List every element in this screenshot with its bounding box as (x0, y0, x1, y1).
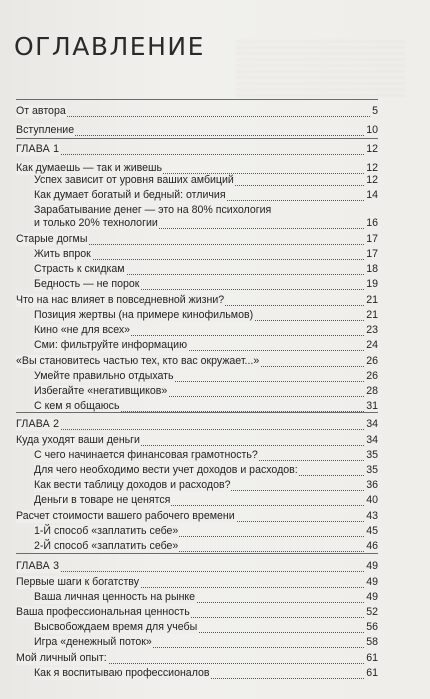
toc-entry-title: ГЛАВА 2 (16, 418, 60, 430)
toc-page-number: 43 (366, 510, 378, 522)
toc-page-number: 31 (366, 400, 378, 412)
toc-entry-title: Старые догмы (16, 233, 88, 245)
toc-entry-title: От автора (16, 105, 66, 117)
toc-page-number: 49 (366, 591, 378, 603)
toc-entry-title: Избегайте «негативщиков» (34, 385, 168, 397)
toc-entry-title: и только 20% технологии (34, 217, 158, 229)
toc-page-number: 45 (366, 525, 378, 537)
toc-page-number: 26 (366, 370, 378, 382)
toc-entry-title: Деньги в товаре не ценятся (34, 494, 171, 506)
toc-page-number: 35 (366, 449, 378, 461)
toc-entry-title: Как думает богатый и бедный: отличия (34, 189, 226, 201)
toc-entry-title: Как думаешь — так и живешь (16, 162, 163, 174)
toc-entry-title: «Вы становитесь частью тех, кто вас окружает...» (16, 355, 260, 367)
toc-page-number: 21 (366, 309, 378, 321)
toc-entry-title: Страсть к скидкам (34, 263, 125, 275)
toc-entry-title: Успех зависит от уровня ваших амбиций (34, 174, 234, 186)
toc-page-number: 12 (366, 143, 378, 155)
toc-entry-title: Жить впрок (34, 248, 91, 260)
rule-top (16, 99, 378, 100)
toc-page-number: 46 (366, 540, 378, 552)
show-through-text (236, 40, 406, 100)
toc-page-number: 52 (366, 606, 378, 618)
toc-page-number: 21 (366, 294, 378, 306)
toc-entry-title: Ваша личная ценность на рынке (34, 591, 196, 603)
rule-chapter-1 (16, 138, 378, 139)
toc-page-number: 34 (366, 434, 378, 446)
toc-entry-title: Для чего необходимо вести учет доходов и расходов: (34, 464, 298, 476)
toc-page-number: 17 (366, 233, 378, 245)
toc-entry-title: Что на нас влияет в повседневной жизни? (16, 294, 225, 306)
toc-page-number: 24 (366, 339, 378, 351)
toc-entry-title: ГЛАВА 3 (16, 560, 60, 572)
toc-page-number: 34 (366, 418, 378, 430)
toc-page-number: 12 (366, 162, 378, 174)
toc-entry-title: Первые шаги к богатству (16, 576, 139, 588)
toc-entry-title: Сми: фильтруйте информацию (34, 339, 188, 351)
toc-page-number: 12 (366, 174, 378, 186)
toc-page-number: 26 (366, 355, 378, 367)
dot-leader (16, 427, 378, 430)
toc-page-number: 10 (366, 124, 378, 136)
toc-entry-title: Зарабатывание денег — это на 80% психология (34, 204, 272, 216)
toc-page-number: 17 (366, 248, 378, 260)
toc-entry-title: Кино «не для всех» (34, 324, 131, 336)
toc-entry-title: Мой личный опыт: (16, 652, 107, 664)
toc-page-number: 18 (366, 263, 378, 275)
dot-leader (16, 569, 378, 572)
toc-page-number: 61 (366, 667, 378, 679)
toc-entry-title: Вступление (16, 124, 75, 136)
toc-entry-title: 2-Й способ «заплатить себе» (34, 540, 179, 552)
page-title: ОГЛАВЛЕНИЕ (14, 32, 205, 61)
toc-page-number: 58 (366, 636, 378, 648)
dot-leader (16, 152, 378, 155)
toc-page-number: 35 (366, 464, 378, 476)
toc-page-number: 28 (366, 385, 378, 397)
toc-entry-title: Расчет стоимости вашего рабочего времени (16, 510, 235, 522)
toc-entry-title: 1-Й способ «заплатить себе» (34, 525, 179, 537)
toc-page-number: 40 (366, 494, 378, 506)
toc-page-number: 14 (366, 189, 378, 201)
toc-entry-title: С чего начинается финансовая грамотность? (34, 449, 258, 461)
toc-page-number: 49 (366, 576, 378, 588)
rule-chapter-3 (16, 553, 378, 554)
toc-entry-title: Куда уходят ваши деньги (16, 434, 140, 446)
toc-page-number: 49 (366, 560, 378, 572)
toc-page-number: 5 (372, 105, 378, 117)
toc-entry-title: Умейте правильно отдыхать (34, 370, 174, 382)
toc-page-number: 36 (366, 479, 378, 491)
toc-entry-title: Игра «денежный поток» (34, 636, 152, 648)
toc-entry-title: Бедность — не порок (34, 278, 140, 290)
toc-entry-title: Ваша профессиональная ценность (16, 606, 190, 618)
toc-entry-title: С кем я общаюсь (34, 400, 120, 412)
toc-entry-title: Позиция жертвы (на примере кинофильмов) (34, 309, 254, 321)
rule-chapter-2 (16, 412, 378, 413)
toc-entry-title: Как вести таблицу доходов и расходов? (34, 479, 231, 491)
toc-page-number: 19 (366, 278, 378, 290)
dot-leader (16, 114, 378, 117)
toc-page-number: 61 (366, 652, 378, 664)
toc-entry-title: Высвобождаем время для учебы (34, 621, 198, 633)
toc-page-number: 23 (366, 324, 378, 336)
toc-entry-title: ГЛАВА 1 (16, 143, 60, 155)
toc-entry-title: Как я воспитываю профессионалов (34, 667, 210, 679)
toc-page-number: 16 (366, 217, 378, 229)
toc-page-number: 56 (366, 621, 378, 633)
